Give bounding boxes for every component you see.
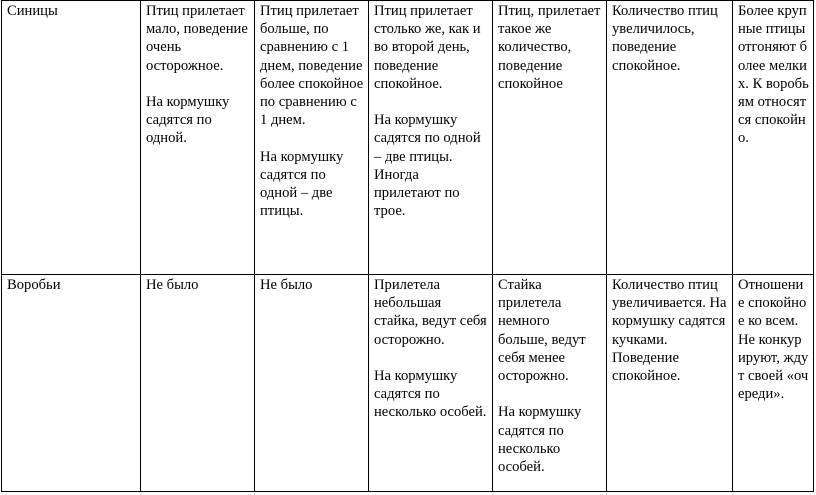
observation-text: Количество птиц увеличивается. На кормушку садятся кучками. Поведение спокойное.	[612, 277, 727, 385]
observation-cell	[255, 1, 369, 275]
observation-text: Стайка прилетела немного больше, ведут себя менее осторожно. На кормушку садятся по несколько особей.	[498, 277, 586, 476]
observation-cell	[607, 275, 733, 492]
observation-cell	[369, 275, 493, 492]
bird-name-cell	[2, 1, 141, 275]
observation-cell	[493, 1, 607, 275]
bird-name: Синицы	[7, 3, 58, 19]
observation-cell	[141, 275, 255, 492]
bird-name: Воробьи	[7, 277, 61, 293]
observation-text: Не было	[260, 277, 313, 293]
observation-cell	[733, 275, 814, 492]
observation-cell	[493, 275, 607, 492]
observation-text: Отношение спокойное ко всем. Не конкурируют, ждут своей «очереди».	[738, 277, 809, 403]
observation-cell	[369, 1, 493, 275]
observation-text: Более крупные птицы отгоняют более мелких. К воробьям относятся спокойно.	[738, 3, 809, 147]
bird-name-cell	[2, 275, 141, 492]
observation-text: Не было	[146, 277, 199, 293]
observation-text: Прилетела небольшая стайка, ведут себя осторожно. На кормушку садятся по несколько особей.	[374, 277, 487, 421]
observation-text: Птиц прилетает больше, по сравнению с 1 днем, поведение более спокойное по сравнению с 1 днем. На кормушку садятся по одной – две птицы.	[260, 3, 364, 220]
observation-cell	[607, 1, 733, 275]
observation-text: Птиц прилетает столько же, как и во второй день, поведение спокойное. На кормушку садятся по одной – две птицы. Иногда прилетают по трое.	[374, 3, 481, 220]
observation-cell	[141, 1, 255, 275]
observation-table	[1, 0, 814, 492]
table-row	[2, 275, 814, 492]
table-row	[2, 1, 814, 275]
observation-cell	[255, 275, 369, 492]
observation-text: Птиц, прилетает такое же количество, поведение спокойное	[498, 3, 601, 92]
observation-cell	[733, 1, 814, 275]
observation-text: Птиц прилетает мало, поведение очень осторожное. На кормушку садятся по одной.	[146, 3, 248, 147]
observation-text: Количество птиц увеличилось, поведение спокойное.	[612, 3, 718, 74]
